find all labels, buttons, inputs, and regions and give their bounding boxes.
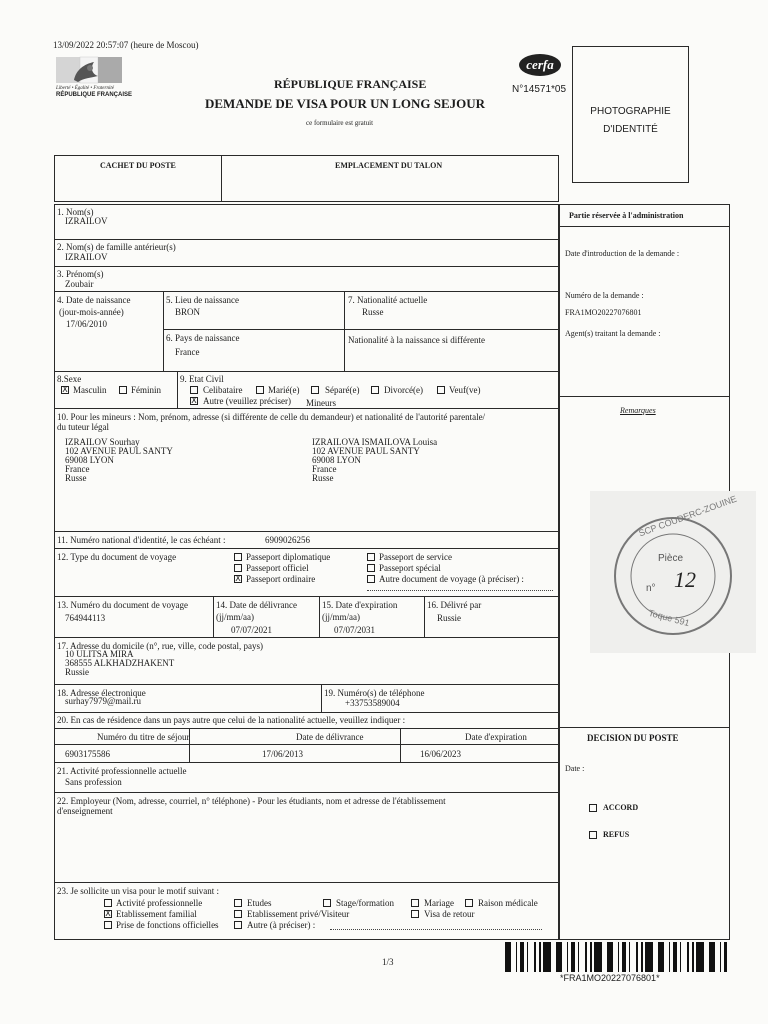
emplacement-talon: EMPLACEMENT DU TALON [335,161,443,170]
autre-document-label: Autre document de voyage (à préciser) : [379,574,524,584]
field-15-sublabel: (jj/mm/aa) [322,612,360,622]
field-3-value[interactable]: Zoubair [65,279,94,289]
field-14-sublabel: (jj/mm/aa) [216,612,254,622]
page-number: 1/3 [382,957,394,967]
parent-2[interactable] [312,438,437,483]
field-18-label: 18. Adresse électronique [57,688,146,698]
passeport-ordinaire-label: Passeport ordinaire [246,574,316,584]
field-17-label: 17. Adresse du domicile (n°, rue, ville, code postal, pays) [57,641,264,651]
checkbox-activite-pro[interactable] [104,899,112,907]
stamp-toque: Toque 591 [647,607,691,629]
address-line: 10 ULITSA MIRA [65,649,134,659]
parent-2-line: France [312,464,337,474]
field-19-value[interactable]: +33753589004 [345,698,400,708]
activite-pro-label: Activité professionnelle [116,898,203,908]
checkbox-autre-motif[interactable] [234,921,242,929]
field-4-sublabel: (jour-mois-année) [59,307,124,317]
mariage-label: Mariage [424,898,454,908]
field-10-label-2: du tuteur légal [57,422,109,432]
field-15-value[interactable]: 07/07/2031 [334,625,376,635]
field-8-label: 8.Sexe [57,374,82,384]
field-22-label: 22. Employeur (Nom, adresse, courriel, n° téléphone) - Pour les étudiants, nom et adresse de l'établissement [57,796,446,806]
celibataire-label: Celibataire [203,385,243,395]
photo-box [572,46,689,183]
parent-1-line: France [65,464,90,474]
remarques: Remarques [620,406,656,415]
field-13-value[interactable]: 764944113 [65,613,106,623]
field-16-value[interactable]: Russie [437,613,462,623]
parent-2-line: 69008 LYON [312,455,361,465]
refus-label: REFUS [603,830,630,839]
masculin-label: Masculin [73,385,107,395]
field-17-value[interactable] [65,650,174,677]
field-5-label: 5. Lieu de naissance [166,295,239,305]
checkbox-passeport-ordinaire[interactable]: X [235,574,241,583]
field-18-value[interactable]: surhay7979@mail.ru [65,696,142,706]
checkbox-passeport-special[interactable] [367,564,375,572]
field-16-label: 16. Délivré par [427,600,482,610]
parent-1-line: IZRAILOV Sourhay [65,437,140,447]
checkbox-celibataire[interactable] [190,386,198,394]
parent-2-line: Russe [312,473,334,483]
checkbox-etudes[interactable] [234,899,242,907]
visa-retour-label: Visa de retour [424,909,475,919]
passeport-diplomatique-label: Passeport diplomatique [246,552,331,562]
field-1-value[interactable]: IZRAILOV [65,216,108,226]
accord-label: ACCORD [603,803,639,812]
checkbox-marie[interactable] [256,386,264,394]
photo-label-2: D'IDENTITÉ [603,124,658,135]
checkbox-autre-document[interactable] [367,575,375,583]
checkbox-masculin[interactable]: X [62,385,68,394]
checkbox-etablissement-familial[interactable]: X [105,909,111,918]
field-14-label: 14. Date de délivrance [216,600,297,610]
cerfa-number: N°14571*05 [512,84,567,95]
marie-label: Marié(e) [268,385,300,395]
field-6-value[interactable]: France [175,347,200,357]
checkbox-visa-retour[interactable] [411,910,419,918]
veuf-label: Veuf(ve) [449,385,481,395]
feminin-label: Féminin [131,385,162,395]
numero-demande-value: FRA1MO20227076801 [565,308,642,317]
marianne-logo [54,56,138,102]
parent-1[interactable] [65,438,173,483]
field-10-label: 10. Pour les mineurs : Nom, prénom, adresse (si différente de celle du demandeur) et nationalité de l'autorité parentale/ [57,412,486,422]
field-7b-label: Nationalité à la naissance si différente [348,335,486,345]
etudes-label: Etudes [247,898,272,908]
field-2-label: 2. Nom(s) de famille antérieur(s) [57,242,176,252]
prise-fonctions-label: Prise de fonctions officielles [116,920,219,930]
field-19-label: 19. Numéro(s) de téléphone [324,688,425,698]
decision-date: Date : [565,764,585,773]
decision-title: DECISION DU POSTE [587,733,679,743]
field-4-value[interactable]: 17/06/2010 [66,319,108,329]
checkbox-refus[interactable] [589,831,597,839]
field-20-col-expiration: Date d'expiration [465,732,527,742]
field-14-value[interactable]: 07/07/2021 [231,625,273,635]
field-3-label: 3. Prénom(s) [57,269,104,279]
stamp-n-value: 12 [674,567,696,592]
logo-motto: Liberté • Égalité • Fraternité [56,86,114,91]
field-2-value[interactable]: IZRAILOV [65,252,108,262]
form-subtitle: ce formulaire est gratuit [306,119,374,127]
address-line: Russie [65,667,90,677]
stamp-piece: Pièce [658,553,684,564]
stamp-area [590,491,756,653]
field-21-label: 21. Activité professionnelle actuelle [57,766,187,776]
checkbox-stage[interactable] [323,899,331,907]
parent-1-line: 102 AVENUE PAUL SANTY [65,446,173,456]
field-20-value-delivrance[interactable]: 17/06/2013 [262,749,304,759]
barcode [503,942,731,972]
parent-1-line: 69008 LYON [65,455,114,465]
autre-etat-label: Autre (veuillez préciser) [203,396,291,406]
field-20-col-delivrance: Date de délivrance [296,732,364,742]
parent-2-line: 102 AVENUE PAUL SANTY [312,446,420,456]
date-introduction: Date d'introduction de la demande : [565,249,680,258]
field-22-label-2: d'enseignement [57,806,113,816]
checkbox-passeport-officiel[interactable] [234,564,242,572]
autre-motif-dots [330,929,542,930]
parent-2-line: IZRAILOVA ISMAILOVA Louisa [312,437,438,447]
field-5-value[interactable]: BRON [175,307,201,317]
checkbox-veuf[interactable] [437,386,445,394]
field-6-label: 6. Pays de naissance [166,333,240,343]
form-title: DEMANDE DE VISA POUR UN LONG SEJOUR [205,96,486,111]
passeport-special-label: Passeport spécial [379,563,441,573]
field-23-label: 23. Je sollicite un visa pour le motif suivant : [57,886,219,896]
agent-traitant: Agent(s) traitant la demande : [565,329,661,338]
cerfa-logo: cerfa [519,54,561,76]
checkbox-mariage[interactable] [411,899,419,907]
checkbox-separe[interactable] [311,386,319,394]
field-20-value-titre[interactable]: 6903175586 [65,749,110,759]
field-13-label: 13. Numéro du document de voyage [57,600,188,610]
stamp-ring-text: SCP COUDERC-ZOUINE [637,493,738,539]
autre-etat-value[interactable]: Mineurs [306,398,336,408]
checkbox-passeport-diplomatique[interactable] [234,553,242,561]
etablissement-familial-label: Etablissement familial [116,909,197,919]
passeport-service-label: Passeport de service [379,552,452,562]
field-4-label: 4. Date de naissance [57,295,131,305]
field-20-label: 20. En cas de résidence dans un pays autre que celui de la nationalité actuelle, veuillez indiquer : [57,715,406,725]
autre-motif-label: Autre (à préciser) : [247,920,316,930]
marianne-logo-icon [54,56,138,86]
autre-document-dots [367,590,553,591]
checkbox-divorce[interactable] [371,386,379,394]
field-20-col-titre: Numéro du titre de séjour [97,732,190,742]
checkbox-etablissement-prive[interactable] [234,910,242,918]
field-12-label: 12. Type du document de voyage [57,552,177,562]
numero-demande-label: Numéro de la demande : [565,291,644,300]
field-11-label: 11. Numéro national d'identité, le cas échéant : [57,535,226,545]
logo-republic: RÉPUBLIQUE FRANÇAISE [56,92,133,98]
checkbox-passeport-service[interactable] [367,553,375,561]
checkbox-raison-medicale[interactable] [465,899,473,907]
checkbox-feminin[interactable] [119,386,127,394]
field-1-label: 1. Nom(s) [57,207,94,217]
stamp-n: n° [646,583,656,594]
timestamp: 13/09/2022 20:57:07 (heure de Moscou) [53,40,199,50]
parent-1-line: Russe [65,473,87,483]
passeport-officiel-label: Passeport officiel [246,563,309,573]
raison-medicale-label: Raison médicale [478,898,538,908]
stage-label: Stage/formation [336,898,394,908]
separe-label: Séparé(e) [325,385,360,395]
cachet-du-poste: CACHET DU POSTE [100,161,176,170]
address-line: 368555 ALKHADZHAKENT [65,658,175,668]
field-20-value-expiration[interactable]: 16/06/2023 [420,749,462,759]
field-7-value[interactable]: Russe [362,307,384,317]
admin-title: Partie réservée à l'administration [569,211,684,220]
republic-heading: RÉPUBLIQUE FRANÇAISE [274,77,427,91]
field-9-label: 9. Etat Civil [180,374,224,384]
field-11-value[interactable]: 6909026256 [265,535,310,545]
checkbox-autre-etat[interactable]: X [191,396,197,405]
photo-label-1: PHOTOGRAPHIE [590,106,671,117]
checkbox-prise-fonctions[interactable] [104,921,112,929]
barcode-text: *FRA1MO20227076801* [560,973,660,983]
field-7-label: 7. Nationalité actuelle [348,295,428,305]
field-15-label: 15. Date d'expiration [322,600,398,610]
divorce-label: Divorcé(e) [384,385,423,395]
etablissement-prive-label: Etablissement privé/Visiteur [247,909,350,919]
field-21-value[interactable]: Sans profession [65,777,122,787]
barcode-icon [503,942,731,972]
checkbox-accord[interactable] [589,804,597,812]
